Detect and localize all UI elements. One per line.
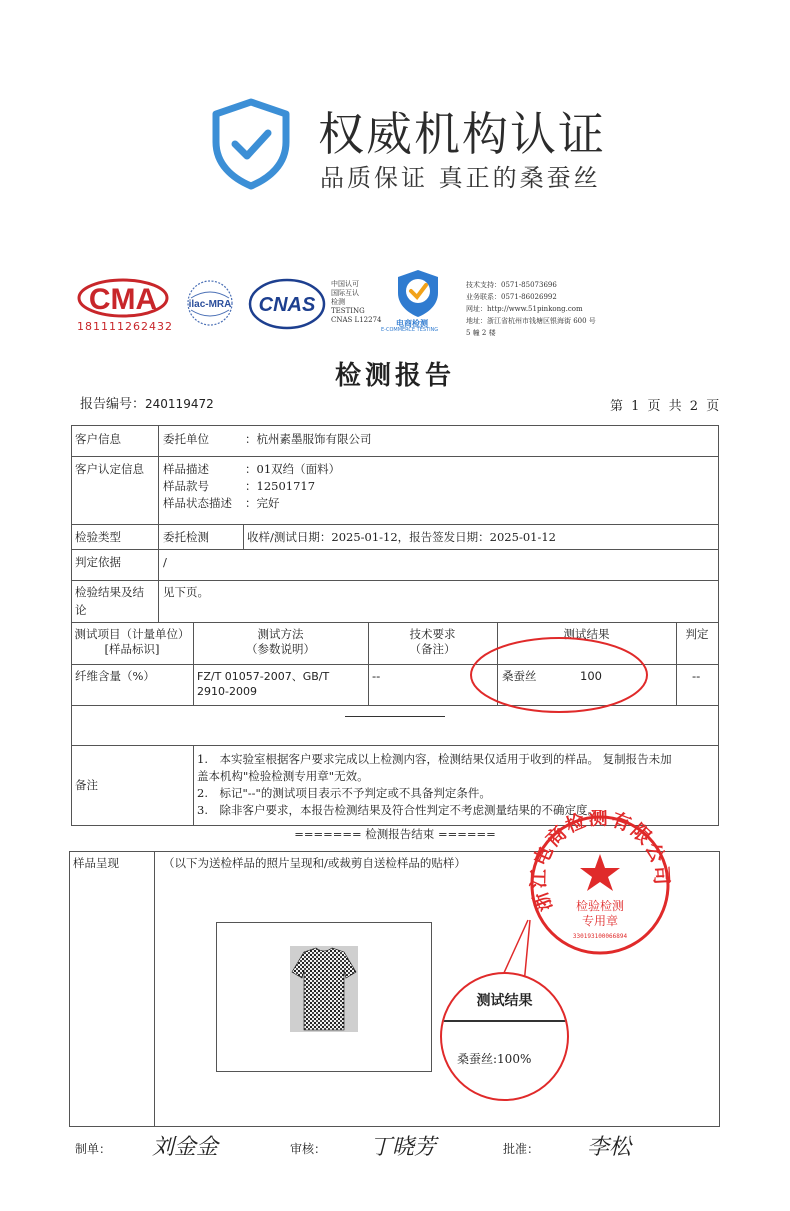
- svg-text:浙江电商检测有限公司: 浙江电商检测有限公司: [527, 810, 673, 915]
- entrust-unit-label: 委托单位: [163, 432, 209, 446]
- ilac-mra-logo: [179, 278, 241, 328]
- contact-line: 地址：浙江省杭州市钱塘区银海街 600 号: [466, 317, 596, 325]
- note-line: 2. 标记"--"的测试项目表示不予判定或不具备判定条件。: [197, 786, 491, 800]
- note-line: 1. 本实验室根据客户要求完成以上检测内容，检测结果仅适用于收到的样品。 复制报告未加: [197, 752, 672, 766]
- entrust-unit-value: ：杭州素墨服饰有限公司: [245, 432, 372, 446]
- inspect-type-label: 检验类型: [75, 530, 121, 544]
- report-dates: 收样/测试日期：2025-01-12，报告签发日期：2025-01-12: [247, 530, 556, 544]
- ecommerce-testing-logo: [388, 267, 448, 319]
- report-end-line: ======= 检测报告结束 ======: [294, 827, 496, 841]
- sample-no-label: 样品款号: [163, 479, 209, 493]
- report-number: [80, 393, 214, 412]
- contact-line: 业务联系：0571-86026992: [466, 293, 557, 301]
- cnas-logo: [248, 278, 326, 330]
- row-requirement: --: [372, 669, 381, 683]
- basis-label: 判定依据: [75, 555, 121, 569]
- col-method-line: 测试方法: [257, 627, 304, 641]
- svg-text:330193100066894: 330193100066894: [572, 933, 628, 940]
- banner-title: 权威机构认证: [318, 107, 606, 161]
- svg-text:CMA: CMA: [88, 283, 158, 316]
- sample-show-desc: （以下为送检样品的照片呈现和/或裁剪自送检样品的贴样）: [163, 856, 466, 870]
- report-number-value: 240119472: [145, 397, 214, 411]
- row-result-value: 100: [580, 669, 602, 683]
- client-info-label: 客户信息: [75, 432, 121, 446]
- col-method-header: [193, 627, 368, 657]
- result-callout: [440, 972, 569, 1101]
- svg-text:CNAS: CNAS: [258, 294, 316, 316]
- report-number-label: 报告编号：: [80, 397, 146, 412]
- ecommerce-en-label: E-COMMERCE TESTING: [381, 327, 439, 333]
- contact-line: 网址：http://www.51pinkong.com: [466, 305, 583, 313]
- approve-label: 批准：: [503, 1142, 540, 1156]
- row-judge: --: [692, 669, 701, 683]
- sample-show-label: 样品呈现: [73, 856, 119, 870]
- notes-list: [197, 751, 715, 819]
- result-value: 见下页。: [163, 585, 209, 599]
- result-label-line: 检验结果及结: [75, 585, 144, 599]
- basis-value: /: [163, 555, 167, 569]
- col-req-line: （备注）: [409, 642, 456, 656]
- cma-number: 181111262432: [77, 320, 173, 333]
- note-line: 盖本机构"检验检测专用章"无效。: [197, 769, 369, 783]
- result-label-line: 论: [75, 603, 87, 617]
- review-label: 审核：: [290, 1142, 327, 1156]
- svg-text:检验检测: 检验检测: [575, 899, 625, 913]
- review-signature: 丁晓芳: [370, 1135, 437, 1160]
- sample-garment-image: [290, 946, 358, 1032]
- sample-desc-label: 样品描述: [163, 462, 209, 476]
- row-result-name: 桑蚕丝: [502, 669, 537, 683]
- cnas-info-line: 检测: [331, 298, 345, 306]
- maker-signature: 刘金金: [152, 1135, 219, 1160]
- cma-logo: [77, 278, 169, 318]
- col-req-line: 技术要求: [409, 627, 456, 641]
- col-judge-header: 判定: [685, 627, 709, 641]
- row-method-line: FZ/T 01057-2007、GB/T: [197, 670, 330, 683]
- ecommerce-cn-label: 电商检测: [396, 319, 428, 328]
- cnas-info-line: 国际互认: [331, 289, 359, 297]
- svg-text:专用章: 专用章: [581, 914, 619, 928]
- sample-state-label: 样品状态描述: [163, 496, 232, 510]
- callout-divider: [442, 1020, 567, 1022]
- col-item-line: 测试项目（计量单位）: [74, 627, 190, 641]
- inspect-type-value: 委托检测: [163, 530, 209, 544]
- contact-line: 技术支持：0571-85073696: [466, 281, 557, 289]
- shield-check-icon: [210, 98, 292, 190]
- cnas-info-line: CNAS L12274: [331, 316, 382, 324]
- svg-text:ilac-MRA: ilac-MRA: [188, 299, 232, 310]
- approve-signature: 李松: [587, 1135, 632, 1160]
- cnas-info-line: TESTING: [331, 307, 365, 315]
- page-info: 第 1 页 共 2 页: [610, 399, 722, 414]
- contact-info: [466, 279, 596, 339]
- callout-title: 测试结果: [476, 993, 533, 1009]
- report-title: 检测报告: [334, 361, 455, 391]
- cnas-info: [331, 280, 381, 325]
- sample-no-value: ：12501717: [245, 479, 316, 493]
- callout-value: 桑蚕丝:100%: [457, 1052, 532, 1066]
- result-label: [75, 585, 144, 618]
- col-method-line: （参数说明）: [246, 642, 315, 656]
- note-line: 3. 除非客户要求，本报告检测结果及符合性判定不考虑测量结果的不确定度。: [197, 803, 599, 817]
- col-item-header: [71, 627, 193, 657]
- row-method: [197, 669, 329, 699]
- banner-subtitle: 品质保证 真正的桑蚕丝: [320, 164, 601, 192]
- sample-state-value: ：完好: [245, 496, 280, 510]
- col-result-header: 测试结果: [563, 627, 610, 641]
- notes-label: 备注: [75, 778, 98, 792]
- client-ident-label: 客户认定信息: [75, 462, 144, 476]
- result-highlight-ellipse: [468, 635, 650, 715]
- row-item: 纤维含量（%）: [75, 669, 155, 683]
- col-item-line: [样品标识]: [104, 642, 160, 656]
- cnas-info-line: 中国认可: [331, 280, 359, 288]
- contact-line: 5 幢 2 楼: [466, 329, 496, 337]
- sample-desc-value: ：01双绉（面料）: [245, 462, 341, 476]
- row-method-line: 2910-2009: [197, 685, 257, 698]
- maker-label: 制单：: [75, 1142, 112, 1156]
